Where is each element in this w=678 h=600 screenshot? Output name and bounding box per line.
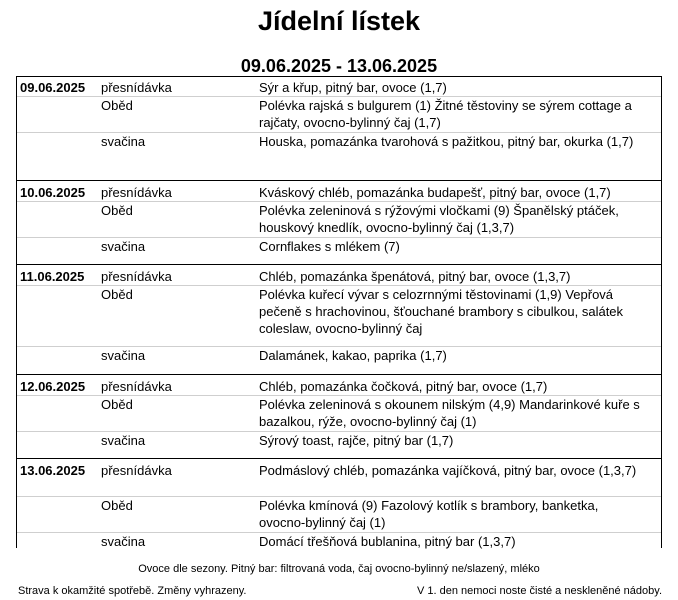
day-date: 09.06.2025 xyxy=(20,80,86,95)
day-date: 11.06.2025 xyxy=(20,269,85,284)
meal-label: přesnídávka xyxy=(101,463,172,478)
footer-note: Ovoce dle sezony. Pitný bar: filtrovaná voda, čaj ovocno-bylinný ne/slazený, mléko xyxy=(138,563,540,575)
meal-label: Oběd xyxy=(101,287,133,302)
meal-food: Cornflakes s mlékem (7) xyxy=(259,239,400,254)
meal-food: Polévka kmínová (9) Fazolový kotlík s brambory, banketka, ovocno-bylinný čaj (1) xyxy=(259,498,599,530)
meal-label: Oběd xyxy=(101,98,133,113)
day-block xyxy=(17,374,661,459)
footer-disclaimer: Strava k okamžité spotřebě. Změny vyhrazeny. xyxy=(18,585,247,597)
day-date: 10.06.2025 xyxy=(20,185,86,200)
meal-food: Polévka zeleninová s rýžovými vločkami (9) Španělský ptáček, houskový knedlík, ovocno-bylinný čaj (1,3,7) xyxy=(259,203,619,235)
meal-row xyxy=(17,346,661,363)
meal-row xyxy=(17,285,661,336)
meal-food: Sýrový toast, rajče, pitný bar (1,7) xyxy=(259,433,454,448)
meal-label: přesnídávka xyxy=(101,269,172,284)
meal-row xyxy=(17,532,661,549)
meal-food: Polévka zeleninová s okounem nilským (4,9) Mandarinkové kuře s bazalkou, rýže, ovocno-bylinný čaj (1) xyxy=(259,397,640,429)
meal-label: přesnídávka xyxy=(101,185,172,200)
meal-label: svačina xyxy=(101,433,146,448)
meal-label: svačina xyxy=(101,534,146,549)
meal-food: Chléb, pomazánka čočková, pitný bar, ovoce (1,7) xyxy=(259,379,548,394)
meal-food: Podmáslový chléb, pomazánka vajíčková, pitný bar, ovoce (1,3,7) xyxy=(259,463,637,478)
meal-row xyxy=(17,395,661,429)
meal-label: Oběd xyxy=(101,498,133,513)
meal-food: Kváskový chléb, pomazánka budapešť, pitný bar, ovoce (1,7) xyxy=(259,185,611,200)
meal-food: Polévka kuřecí vývar s celozrnnými těstovinami (1,9) Vepřová pečeně s hrachovinou, šťouchané brambory s cibulkou, salátek coleslaw, ovocno-bylinný čaj xyxy=(259,287,624,336)
day-date: 12.06.2025 xyxy=(20,379,86,394)
meal-row xyxy=(17,237,661,254)
meal-label: svačina xyxy=(101,239,146,254)
meal-row xyxy=(17,496,661,530)
meal-label: svačina xyxy=(101,348,146,363)
meal-row xyxy=(17,431,661,448)
meal-label: přesnídávka xyxy=(101,80,172,95)
day-date: 13.06.2025 xyxy=(20,463,86,478)
meal-food: Sýr a křup, pitný bar, ovoce (1,7) xyxy=(259,80,447,95)
meal-row xyxy=(17,96,661,130)
meal-food: Houska, pomazánka tvarohová s pažitkou, pitný bar, okurka (1,7) xyxy=(259,134,634,149)
day-block xyxy=(17,180,661,265)
meal-label: Oběd xyxy=(101,397,133,412)
meal-food: Domácí třešňová bublanina, pitný bar (1,3,7) xyxy=(259,534,516,549)
meal-label: svačina xyxy=(101,134,146,149)
day-block xyxy=(17,458,661,549)
meal-food: Dalamánek, kakao, paprika (1,7) xyxy=(259,348,447,363)
day-block xyxy=(17,77,661,180)
meal-row xyxy=(17,132,661,149)
menu-title: Jídelní lístek xyxy=(257,6,421,36)
meal-food: Polévka rajská s bulgurem (1) Žitné těstoviny se sýrem cottage a rajčaty, ovocno-bylinný čaj (1,7) xyxy=(259,98,632,130)
meal-food: Chléb, pomazánka špenátová, pitný bar, ovoce (1,3,7) xyxy=(259,269,571,284)
menu-table xyxy=(16,76,662,548)
footer-sickness-note: V 1. den nemoci noste čisté a neskleněné nádoby. xyxy=(416,585,662,597)
date-range: 09.06.2025 - 13.06.2025 xyxy=(240,56,438,76)
day-block xyxy=(17,264,661,375)
meal-row xyxy=(17,201,661,235)
meal-label: přesnídávka xyxy=(101,379,172,394)
meal-label: Oběd xyxy=(101,203,133,218)
